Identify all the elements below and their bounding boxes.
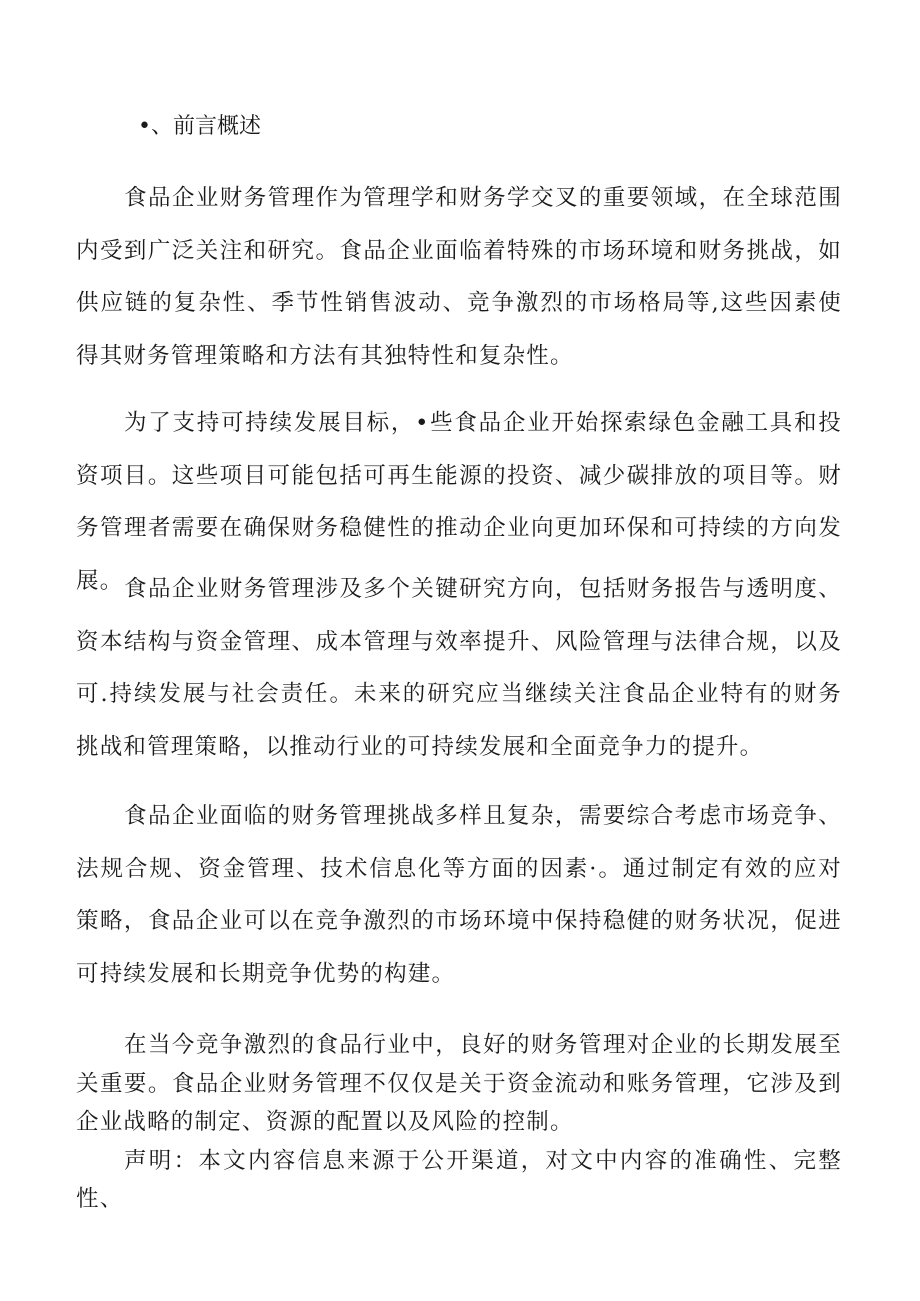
- paragraph-sustainability: 为了支持可持续发展目标，•些食品企业开始探索绿色金融工具和投资项目。这些项目可能包括可再生能源的投资、减少碳排放的项目等。财务管理者需要在确保财务稳健性的推动企业向更加环保和可持续的方向发展。: [76, 410, 842, 594]
- paragraph-research-directions: 食品企业财务管理涉及多个关键研究方向，包括财务报告与透明度、资本结构与资金管理、成本管理与效率提升、风险管理与法律合规，以及可.持续发展与社会责任。未来的研究应当继续关注食品企业特有的财务挑战和管理策略，以推动行业的可持续发展和全面竞争力的提升。: [76, 576, 842, 760]
- section-heading: •、前言概述: [138, 114, 261, 139]
- paragraph-importance: 在当今竞争激烈的食品行业中，良好的财务管理对企业的长期发展至关重要。食品企业财务管理不仅仅是关于资金流动和账务管理，它涉及到企业战略的制定、资源的配置以及风险的控制。: [76, 1032, 842, 1135]
- paragraph-overview: 食品企业财务管理作为管理学和财务学交叉的重要领域，在全球范围内受到广泛关注和研究。食品企业面临着特殊的市场环境和财务挑战，如供应链的复杂性、季节性销售波动、竞争激烈的市场格局等,这些因素使得其财务管理策略和方法有其独特性和复杂性。: [76, 185, 842, 369]
- paragraph-disclaimer: 声明：本文内容信息来源于公开渠道，对文中内容的准确性、完整性、: [76, 1148, 842, 1212]
- paragraph-challenges: 食品企业面临的财务管理挑战多样且复杂，需要综合考虑市场竞争、法规合规、资金管理、技术信息化等方面的因素·。通过制定有效的应对策略，食品企业可以在竞争激烈的市场环境中保持稳健的财务状况，促进可持续发展和长期竞争优势的构建。: [76, 803, 842, 987]
